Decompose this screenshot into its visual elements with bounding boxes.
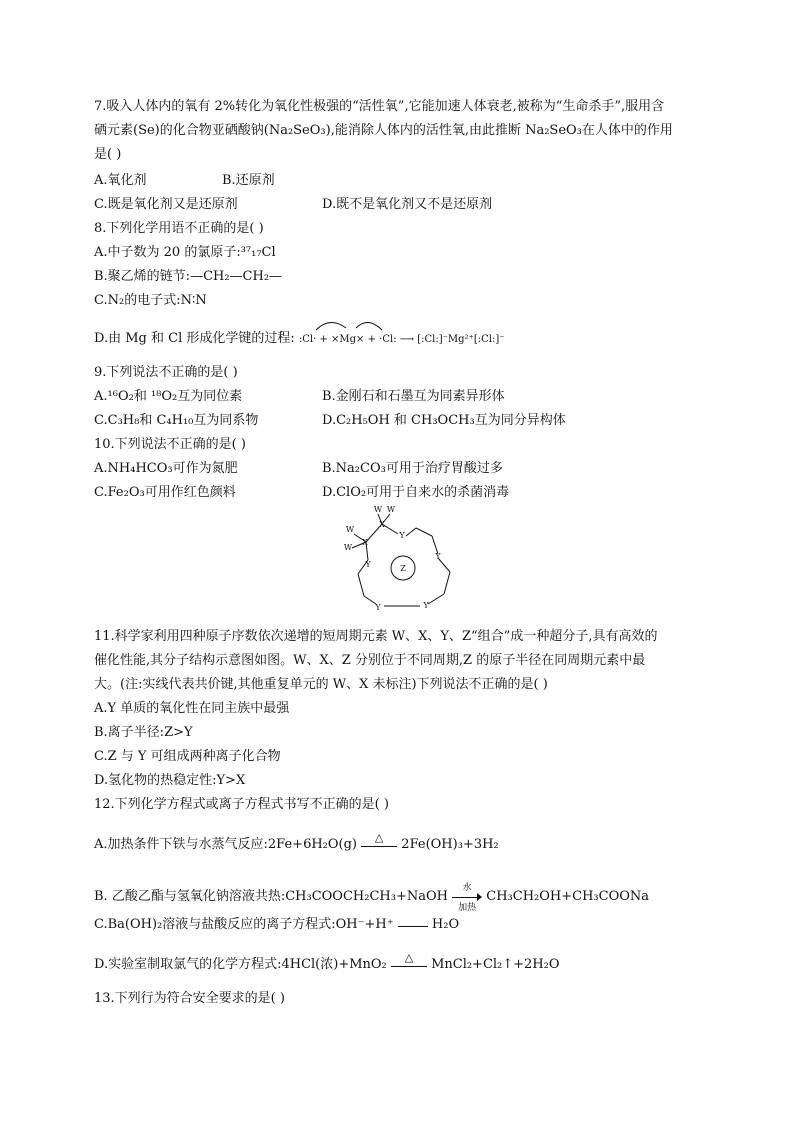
q12-option-a <box>94 830 499 854</box>
q10-option-c: C.Fe₂O₃可用作红色颜料 <box>94 485 236 500</box>
q9-option-a: A.¹⁶O₂和 ¹⁸O₂互为同位素 <box>94 389 243 404</box>
q11-option-a: A.Y 单质的氧化性在同主族中最强 <box>94 701 290 716</box>
q12-option-a-products: 2Fe(OH)₃+3H₂ <box>401 837 499 852</box>
diagram-label-w: W <box>343 543 353 552</box>
q7-line1: 7.吸入人体内的氧有 2%转化为氧化性极强的“活性氧”,它能加速人体衰老,被称为“生命杀手”,服用含 <box>94 99 665 114</box>
q10-option-b: B.Na₂CO₃可用于治疗胃酸过多 <box>322 461 503 476</box>
q12-option-a-reactants: A.加热条件下铁与水蒸气反应:2Fe+6H₂O(g) <box>94 837 358 852</box>
q10-option-a: A.NH₄HCO₃可作为氮肥 <box>94 461 238 476</box>
equals-line <box>398 919 428 931</box>
diagram-label-y: Y <box>365 560 371 569</box>
q7-line3: 是( ) <box>94 147 122 162</box>
q8-option-d <box>94 330 505 349</box>
q7-option-a: A.氧化剂 <box>94 173 147 188</box>
q11-line1: 11.科学家利用四种原子序数依次递增的短周期元素 W、X、Y、Z“组合”成一种超分子,具有高效的 <box>94 629 658 644</box>
q9-option-b: B.金刚石和石墨互为同素异形体 <box>322 389 505 404</box>
diagram-label-w: W <box>386 506 396 514</box>
heat-symbol: △ <box>374 830 384 844</box>
condition-heating: 加热 <box>458 902 477 913</box>
q9-option-c: C.C₃H₈和 C₄H₁₀互为同系物 <box>94 413 259 428</box>
q13-stem: 13.下列行为符合安全要求的是( ) <box>94 991 285 1006</box>
diagram-label-y: Y <box>375 603 381 612</box>
reaction-condition-arrow <box>361 830 397 851</box>
q8-option-d-label: D.由 Mg 和 Cl 形成化学键的过程: <box>94 331 295 346</box>
q12-stem: 12.下列化学方程式或离子方程式书写不正确的是( ) <box>94 797 389 812</box>
condition-water: 水 <box>462 882 472 893</box>
q12-option-c-reactants: C.Ba(OH)₂溶液与盐酸反应的离子方程式:OH⁻+H⁺ <box>94 917 394 932</box>
q10-stem: 10.下列说法不正确的是( ) <box>94 437 246 452</box>
reaction-arrow <box>452 882 482 913</box>
q11-option-c: C.Z 与 Y 可组成两种离子化合物 <box>94 749 281 764</box>
diagram-label-y: Y <box>435 552 441 561</box>
q12-option-d <box>94 950 560 974</box>
q12-option-b-products: CH₃CH₂OH+CH₃COONa <box>486 889 650 904</box>
q12-option-b <box>94 882 650 913</box>
q11-option-d: D.氢化物的热稳定性:Y>X <box>94 773 246 788</box>
q7-option-c: C.既是氧化剂又是还原剂 <box>94 197 238 212</box>
q12-option-c-products: H₂O <box>431 917 460 932</box>
diagram-label-y: Y <box>423 601 429 610</box>
q8-electron-formation-formula: :Cl· + ×Mg× + ·Cl: ⟶ [:Cl:]⁻Mg²⁺[:Cl:]⁻ <box>298 334 505 345</box>
diagram-label-y: Y <box>399 531 405 540</box>
q7-option-d: D.既不是氧化剂又不是还原剂 <box>322 197 493 212</box>
diagram-label-w: W <box>373 506 383 514</box>
q8-option-c: C.N₂的电子式:N∶N <box>94 293 207 308</box>
diagram-label-w: W <box>345 525 355 534</box>
diagram-label-x: X <box>362 538 368 547</box>
q11-option-b: B.离子半径:Z>Y <box>94 725 193 740</box>
q9-option-d: D.C₂H₅OH 和 CH₃OCH₃互为同分异构体 <box>322 413 566 428</box>
supramolecule-structure-diagram <box>338 506 468 618</box>
diagram-label-z: Z <box>400 564 406 573</box>
q9-stem: 9.下列说法不正确的是( ) <box>94 365 238 380</box>
q12-option-b-reactants: B. 乙酸乙酯与氢氧化钠溶液共热:CH₃COOCH₂CH₃+NaOH <box>94 889 448 904</box>
heat-symbol: △ <box>404 950 414 964</box>
q7-option-b: B.还原剂 <box>222 173 275 188</box>
q8-option-b: B.聚乙烯的链节:—CH₂—CH₂— <box>94 269 283 284</box>
q8-stem: 8.下列化学用语不正确的是( ) <box>94 221 264 236</box>
electron-transfer-arrows <box>310 318 390 332</box>
q8-option-a: A.中子数为 20 的氯原子:³⁷₁₇Cl <box>94 245 276 260</box>
q11-line3: 大。(注:实线代表共价键,其他重复单元的 W、X 未标注)下列说法不正确的是( ) <box>94 677 548 692</box>
diagram-label-x: X <box>379 520 385 529</box>
q12-option-d-products: MnCl₂+Cl₂↑+2H₂O <box>431 957 560 972</box>
q10-option-d: D.ClO₂可用于自来水的杀菌消毒 <box>322 485 510 500</box>
reaction-condition-arrow <box>391 950 427 971</box>
q11-line2: 催化性能,其分子结构示意图如图。W、X、Z 分别位于不同周期,Z 的原子半径在同周期元素中最 <box>94 653 646 668</box>
q7-line2: 硒元素(Se)的化合物亚硒酸钠(Na₂SeO₃),能消除人体内的活性氧,由此推断 Na₂SeO₃在人体中的作用 <box>94 123 673 138</box>
q12-option-d-reactants: D.实验室制取氯气的化学方程式:4HCl(浓)+MnO₂ <box>94 957 387 972</box>
q12-option-c <box>94 916 459 934</box>
